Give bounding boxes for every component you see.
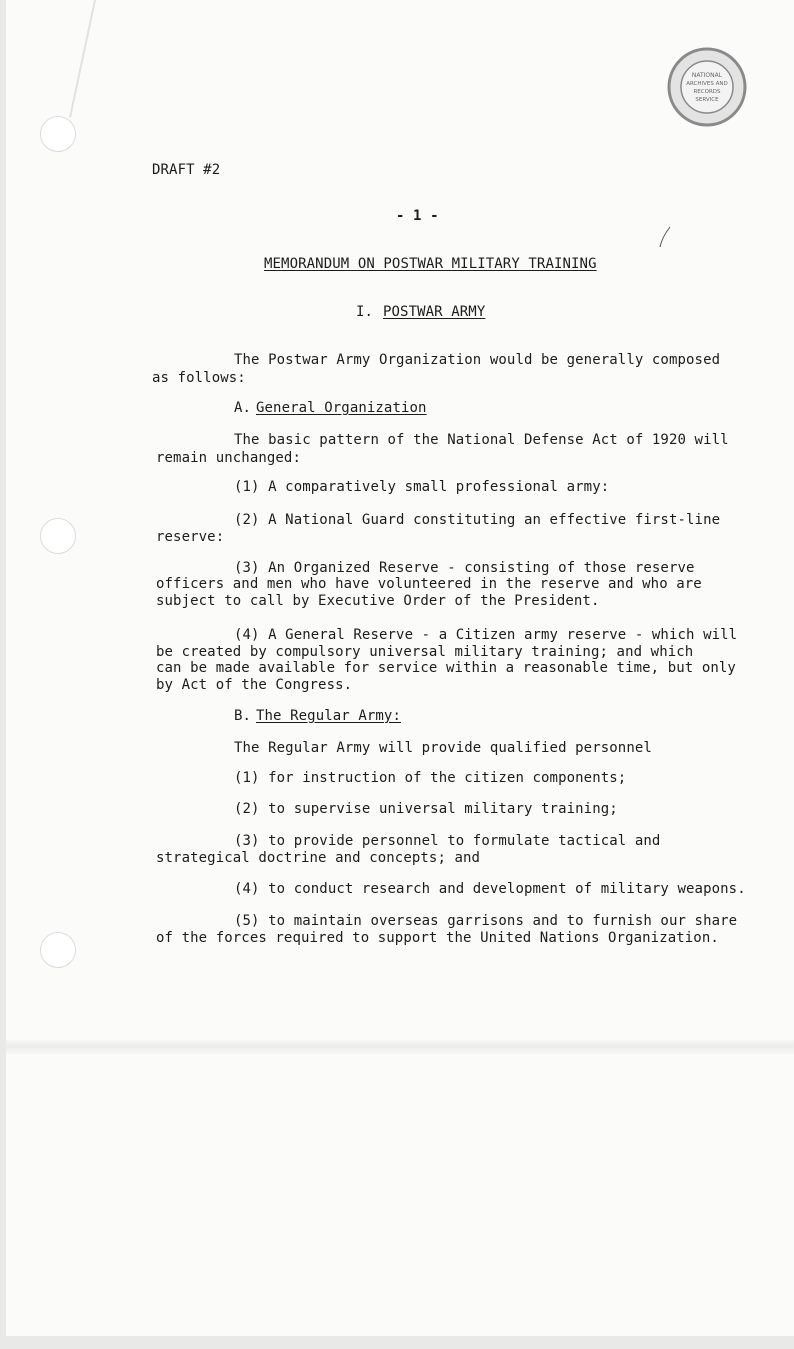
page-number: - 1 - (396, 208, 439, 224)
list-item: (2) A National Guard constituting an effective first-line (234, 512, 721, 528)
list-item: officers and men who have volunteered in the reserve and who are (156, 576, 702, 592)
svg-text:SERVICE: SERVICE (695, 97, 719, 103)
paper-crease (69, 0, 96, 118)
intro-line: The Postwar Army Organization would be generally composed (234, 352, 721, 368)
paragraph-line: The basic pattern of the National Defense Act of 1920 will (234, 432, 729, 448)
document-page (6, 0, 794, 1336)
subsection-heading: General Organization (256, 400, 427, 416)
subsection-heading: The Regular Army: (256, 708, 401, 724)
section-heading: POSTWAR ARMY (383, 304, 486, 320)
list-item: can be made available for service within a reasonable time, but only (156, 660, 736, 676)
list-item: reserve: (156, 529, 225, 545)
list-item: (1) for instruction of the citizen components; (234, 770, 627, 786)
subsection-label: B. (234, 708, 252, 724)
list-item: (3) to provide personnel to formulate tactical and (234, 833, 661, 849)
list-item: (3) An Organized Reserve - consisting of those reserve (234, 560, 695, 576)
intro-line: as follows: (152, 370, 246, 386)
punch-hole (40, 518, 76, 554)
paper-fold (6, 1040, 794, 1054)
punch-hole (40, 932, 76, 968)
svg-text:NATIONAL: NATIONAL (691, 72, 723, 79)
list-item: (5) to maintain overseas garrisons and to furnish our share (234, 913, 738, 929)
pen-mark (658, 226, 672, 248)
archive-seal-icon (666, 46, 748, 128)
list-item: be created by compulsory universal military training; and which (156, 644, 694, 660)
list-item: (4) to conduct research and development of military weapons. (234, 881, 746, 897)
list-item: (1) A comparatively small professional army: (234, 479, 610, 495)
svg-text:RECORDS: RECORDS (693, 89, 721, 95)
list-item: of the forces required to support the United Nations Organization. (156, 930, 719, 946)
list-item: subject to call by Executive Order of the President. (156, 593, 600, 609)
section-heading-number: I. (356, 304, 374, 320)
subsection-label: A. (234, 400, 252, 416)
paragraph-line: remain unchanged: (156, 450, 301, 466)
list-item: strategical doctrine and concepts; and (156, 850, 481, 866)
list-item: (2) to supervise universal military training; (234, 801, 618, 817)
list-item: (4) A General Reserve - a Citizen army reserve - which will (234, 627, 738, 643)
svg-text:ARCHIVES AND: ARCHIVES AND (686, 81, 728, 87)
list-item: by Act of the Congress. (156, 677, 353, 693)
draft-label: DRAFT #2 (152, 162, 221, 178)
punch-hole (40, 116, 76, 152)
paragraph-line: The Regular Army will provide qualified personnel (234, 740, 652, 756)
document-title: MEMORANDUM ON POSTWAR MILITARY TRAINING (264, 256, 597, 272)
